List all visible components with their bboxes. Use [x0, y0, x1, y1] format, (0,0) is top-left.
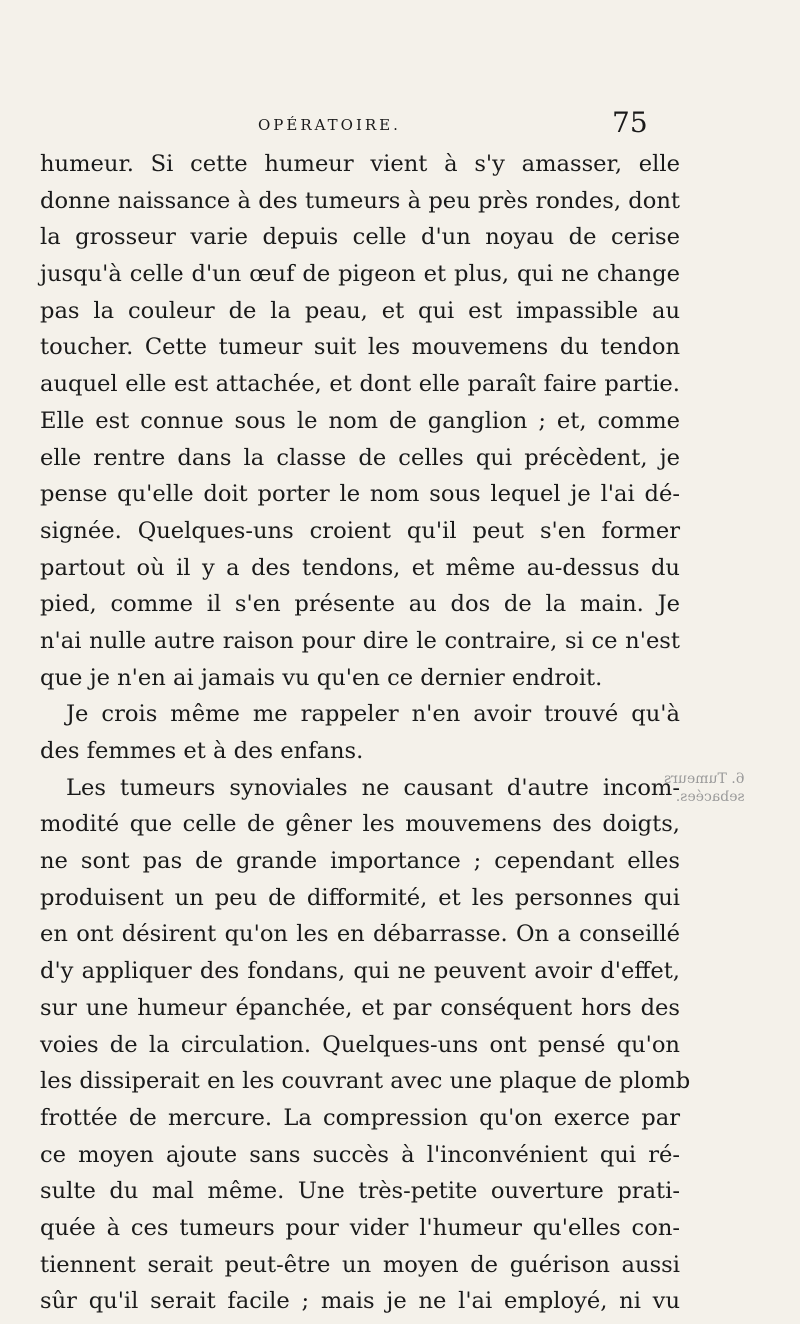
text-line: jusqu'à celle d'un œuf de pigeon et plus, qui ne change [40, 261, 680, 288]
text-line: toucher. Cette tumeur suit les mouvemens du tendon [40, 334, 680, 361]
text-line: tiennent serait peut-être un moyen de guérison aussi [40, 1251, 680, 1278]
text-line: signée. Quelques-uns croient qu'il peut s'en former [40, 517, 680, 544]
text-line: Les tumeurs synoviales ne causant d'autre incom- [66, 774, 680, 801]
text-line: sur une humeur épanchée, et par conséquent hors des [40, 994, 680, 1021]
text-line: pied, comme il s'en présente au dos de la main. Je [40, 591, 680, 618]
text-line: voies de la circulation. Quelques-uns ont pensé qu'on [40, 1031, 680, 1058]
text-line: des femmes et à des enfans. [40, 738, 364, 764]
margin-note-line: 6. Tumeurs [664, 771, 745, 787]
text-line: en ont désirent qu'on les en débarrasse. On a conseillé [40, 921, 680, 948]
text-line: frottée de mercure. La compression qu'on exerce par [40, 1104, 680, 1131]
text-line: ce moyen ajoute sans succès à l'inconvénient qui ré- [40, 1141, 680, 1168]
margin-note-bleed-through [664, 770, 745, 806]
text-line: Je crois même me rappeler n'en avoir trouvé qu'à [66, 701, 680, 728]
text-line: produisent un peu de difformité, et les personnes qui [40, 884, 680, 911]
text-line: quée à ces tumeurs pour vider l'humeur qu'elles con- [40, 1214, 680, 1241]
text-line: partout où il y a des tendons, et même au-dessus du [40, 554, 680, 581]
text-line: la grosseur varie depuis celle d'un noyau de cerise [40, 224, 680, 251]
text-line: pense qu'elle doit porter le nom sous lequel je l'ai dé- [40, 481, 680, 508]
text-line: donne naissance à des tumeurs à peu près rondes, dont [40, 187, 680, 214]
text-line: que je n'en ai jamais vu qu'en ce dernier endroit. [40, 664, 603, 691]
text-line: elle rentre dans la classe de celles qui précèdent, je [40, 444, 680, 471]
text-line: sûr qu'il serait facile ; mais je ne l'ai employé, ni vu [40, 1288, 680, 1315]
text-line: d'y appliquer des fondans, qui ne peuvent avoir d'effet, [40, 958, 680, 985]
running-head [0, 106, 800, 142]
text-line: humeur. Si cette humeur vient à s'y amasser, elle [40, 151, 680, 177]
text-line: les dissiperait en les couvrant avec une plaque de plomb [40, 1068, 691, 1095]
text-line: ne sont pas de grande importance ; cependant elles [40, 848, 680, 875]
body-text [40, 146, 691, 1320]
text-line: pas la couleur de la peau, et qui est impassible au [40, 297, 680, 324]
running-title: OPÉRATOIRE. [258, 116, 401, 134]
page-number: 75 [612, 106, 648, 139]
margin-note-line: sebacées. [675, 789, 745, 805]
text-line: sulte du mal même. Une très-petite ouverture prati- [40, 1178, 680, 1205]
text-line: modité que celle de gêner les mouvemens des doigts, [40, 811, 680, 838]
text-line: auquel elle est attachée, et dont elle paraît faire partie. [40, 371, 680, 398]
text-line: n'ai nulle autre raison pour dire le contraire, si ce n'est [40, 627, 680, 654]
text-line: Elle est connue sous le nom de ganglion ; et, comme [40, 407, 680, 434]
